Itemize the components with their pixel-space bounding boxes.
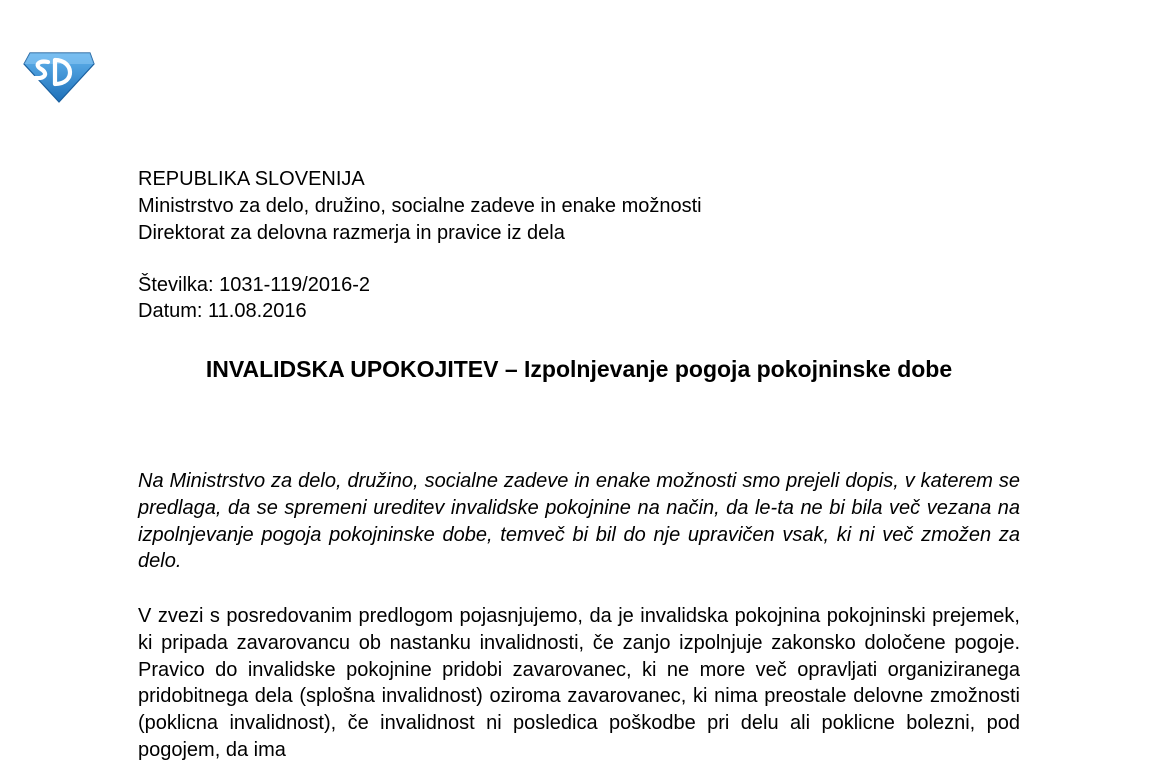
letterhead <box>138 166 702 247</box>
sd-logo-icon <box>22 50 96 104</box>
body-paragraph: V zvezi s posredovanim predlogom pojasnjujemo, da je invalidska pokojnina pokojninski prejemek, ki pripada zavarovancu ob nastanku invalidnosti, če zanjo izpolnjuje zakonsko določene pogoje. Pravico do invalidske pokojnine pridobi zavarovanec, ki ne more več opravljati organiziranega pridobitnega dela (splošna invalidnost) oziroma zavarovanec, ki nima preostale delovne zmožnosti (poklicna invalidnost), če invalidnost ni posledica poškodbe pri delu ali poklicne bolezni, pod pogojem, da ima <box>138 605 1020 761</box>
document-meta <box>138 272 370 324</box>
letterhead-ministry: Ministrstvo za delo, družino, socialne zadeve in enake možnosti <box>138 195 702 217</box>
document-date: Datum: 11.08.2016 <box>138 300 307 322</box>
letterhead-directorate: Direktorat za delovna razmerja in pravice iz dela <box>138 222 565 244</box>
intro-paragraph: Na Ministrstvo za delo, družino, socialne zadeve in enake možnosti smo prejeli dopis, v katerem se predlaga, da se spremeni ureditev invalidske pokojnine na način, da le-ta ne bi bila več vezana na izpolnjevanje pogoja pokojninske dobe, temveč bi bil do nje upravičen vsak, ki ni več zmožen za delo. <box>138 470 1020 573</box>
document-title: INVALIDSKA UPOKOJITEV – Izpolnjevanje pogoja pokojninske dobe <box>205 356 953 382</box>
letterhead-country: REPUBLIKA SLOVENIJA <box>138 168 365 190</box>
document-number: Številka: 1031-119/2016-2 <box>138 274 371 296</box>
